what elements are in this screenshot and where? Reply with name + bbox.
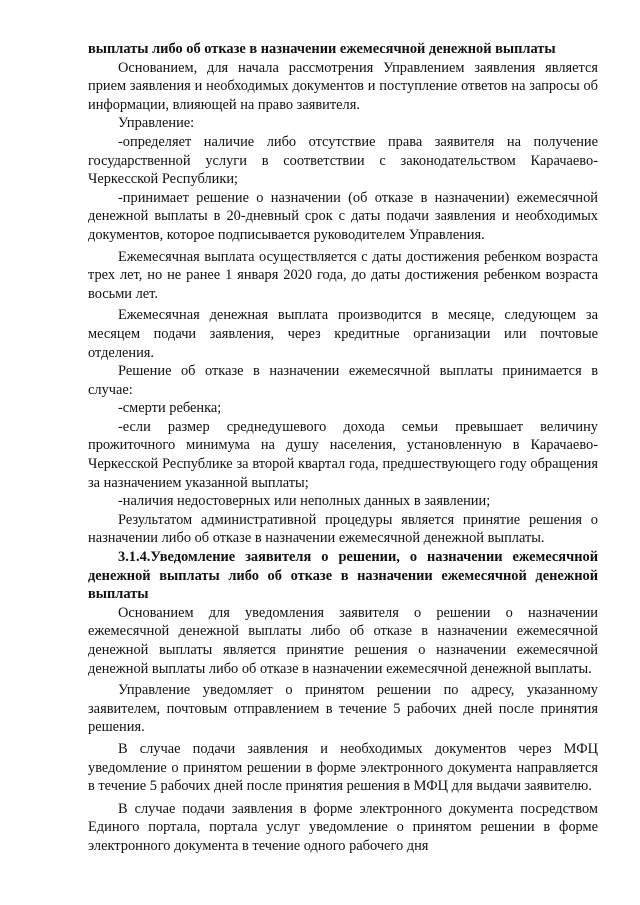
list-item: -наличия недостоверных или неполных данных в заявлении; [118, 493, 491, 510]
list-item: -принимает решение о назначении (об отказе в назначении) ежемесячной денежной выплаты в 20-дневный срок с даты подачи заявления и необходимых документов, которое подписывается руководителем Управления. [88, 189, 598, 243]
paragraph: Решение об отказе в назначении ежемесячной выплаты принимается в случае: [88, 363, 598, 398]
document-page [88, 40, 598, 856]
paragraph: Управление: [118, 115, 195, 132]
paragraph: Ежемесячная выплата осуществляется с даты достижения ребенком возраста трех лет, но не ранее 1 января 2020 года, до даты достижения ребенком возраста восьми лет. [88, 248, 598, 302]
paragraph: Ежемесячная денежная выплата производится в месяце, следующем за месяцем подачи заявления, через кредитные организации или почтовые отделения. [88, 307, 598, 361]
list-item: -определяет наличие либо отсутствие права заявителя на получение государственной услуги в соответствии с законодательством Карачаево-Черкесской Республики; [88, 133, 598, 188]
paragraph: В случае подачи заявления и необходимых документов через МФЦ уведомление о принятом решении в форме электронного документа направляется в течение 5 рабочих дней после принятия решения в МФЦ для выдачи заявителю. [88, 740, 598, 795]
paragraph: В случае подачи заявления в форме электронного документа посредством Единого портала, портала услуг уведомление о принятом решении в форме электронного документа в течение одного рабочего дня [88, 800, 598, 854]
list-item: -смерти ребенка; [118, 400, 222, 417]
paragraph: Основанием, для начала рассмотрения Управлением заявления является прием заявления и необходимых документов и поступление ответов на запросы об информации, влияющей на право заявителя. [88, 59, 598, 113]
paragraph: Результатом административной процедуры является принятие решения о назначении либо об отказе в назначении ежемесячной денежной выплаты. [88, 511, 598, 547]
paragraph: Основанием для уведомления заявителя о решении о назначении ежемесячной денежной выплаты либо об отказе в назначении ежемесячной денежной выплаты является принятие решения о назначении ежемесячной денежной выплаты либо об отказе в назначении ежемесячной денежной выплаты. [88, 604, 598, 677]
section-heading-continuation: выплаты либо об отказе в назначении ежемесячной денежной выплаты [88, 41, 556, 57]
paragraph: Управление уведомляет о принятом решении по адресу, указанному заявителем, почтовым отправлением в течение 5 рабочих дней после принятия решения. [88, 682, 598, 736]
section-heading: 3.1.4.Уведомление заявителя о решении, о назначении ежемесячной денежной выплаты либо об отказе в назначении ежемесячной денежной выплаты [88, 549, 598, 603]
list-item: -если размер среднедушевого дохода семьи превышает величину прожиточного минимума на душу населения, установленную в Карачаево-Черкесской Республике за второй квартал года, предшествующего году обращения за назначением указанной выплаты; [88, 418, 598, 491]
